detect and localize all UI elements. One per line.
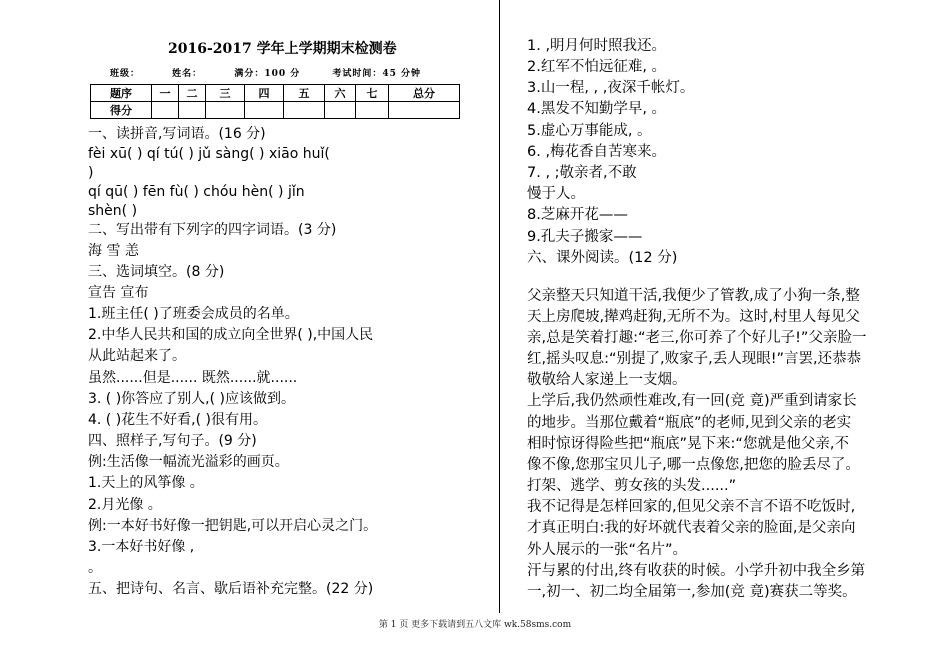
score-header-cell: 二 [179, 85, 206, 102]
question-line: 一,初一、初二均全届第一,参加(竞 竟)赛获二等奖。 [527, 584, 857, 600]
question-line: 2.中华人民共和国的成立向全世界( ),中国人民 [88, 327, 374, 343]
column-divider [499, 0, 500, 613]
question-line: 1.班主任( )了班委会成员的名单。 [88, 306, 299, 322]
question-line: 一、读拼音,写词语。(16 分) [88, 126, 266, 142]
exam-title: 2016-2017 学年上学期期末检测卷 [168, 41, 397, 57]
score-header-cell: 六 [325, 85, 356, 102]
score-cell[interactable] [325, 102, 356, 119]
class-label: 班级： [110, 69, 141, 79]
question-line: 相时惊讶得险些把“瓶底”晃下来:“您就是他父亲,不 [527, 436, 850, 452]
question-line: 2.红军不怕远征难, 。 [527, 59, 667, 75]
question-line: 7. , ;敬亲者,不敢 [527, 165, 637, 181]
score-cell[interactable] [152, 102, 179, 119]
name-label: 姓名： [172, 69, 203, 79]
question-line: 我不记得是怎样回家的,但见父亲不言不语不吃饭时, [527, 499, 856, 515]
question-line: ) [88, 165, 94, 181]
question-line: 才真正明白:我的好坏就代表着父亲的脸面,是父亲向 [527, 520, 856, 536]
question-line: 4. ( )花生不好看,( )很有用。 [88, 412, 268, 428]
question-line: 8.芝麻开花—— [527, 207, 628, 223]
score-cell[interactable] [284, 102, 325, 119]
exam-info [110, 66, 449, 79]
full-score-label: 满分：100 分 [234, 69, 301, 79]
score-cell[interactable] [206, 102, 245, 119]
question-line: 9.孔夫子搬家—— [527, 229, 643, 245]
page-footer: 第 1 页 更多下载请到五八文库 wk.58sms.com [378, 620, 572, 630]
score-header-cell: 题序 [91, 85, 152, 102]
question-line: 3.一本好书好像 , [88, 539, 195, 555]
question-line: 红,摇头叹息:“别提了,败家子,丢人现眼!”言罢,还恭恭 [527, 351, 862, 367]
question-line: 2.月光像 。 [88, 497, 162, 513]
score-header-cell: 一 [152, 85, 179, 102]
score-header-cell: 四 [245, 85, 284, 102]
score-cell[interactable] [389, 102, 460, 119]
question-line: 四、照样子,写句子。(9 分) [88, 433, 257, 449]
question-line: 打架、逃学、剪女孩的头发......” [527, 478, 737, 494]
question-line: 六、课外阅读。(12 分) [527, 250, 678, 266]
question-line: 4.黑发不知勤学早, 。 [527, 101, 667, 117]
question-line: 虽然......但是...... 既然......就...... [88, 370, 298, 386]
score-header-cell: 七 [356, 85, 389, 102]
question-line: 父亲整天只知道干活,我便少了管教,成了小狗一条,整 [527, 288, 860, 304]
question-line: 上学后,我仍然顽性难改,有一回(竞 竟)严重到请家长 [527, 393, 857, 409]
score-cell[interactable] [179, 102, 206, 119]
question-line: 亲,总是笑着打趣:“老三,你可养了个好儿子!”父亲脸一 [527, 330, 867, 346]
question-line: 像不像,您那宝贝儿子,哪一点像您,把您的脸丢尽了。 [527, 457, 860, 473]
question-line: shèn( ) [88, 203, 138, 219]
question-line: 3.山一程, , ,夜深千帐灯。 [527, 80, 695, 96]
score-table [90, 84, 460, 119]
question-line: 二、写出带有下列字的四字词语。(3 分) [88, 222, 337, 238]
question-line: qí qū( ) fēn fù( ) chóu hèn( ) jǐn [88, 184, 305, 200]
question-line: 1.天上的风筝像 。 [88, 475, 204, 491]
question-line: fèi xū( ) qí tú( ) jǔ sàng( ) xiāo huǐ( [88, 146, 330, 162]
question-line: 例:生活像一幅流光溢彩的画页。 [88, 454, 289, 470]
question-line: 敬敬给人家递上一支烟。 [527, 372, 687, 388]
question-line: 5.虚心万事能成, 。 [527, 123, 652, 139]
question-line: 慢于人。 [527, 186, 585, 202]
question-line: 例:一本好书好像一把钥匙,可以开启心灵之门。 [88, 518, 378, 534]
exam-time-label: 考试时间：45 分钟 [332, 69, 422, 79]
question-line: 汗与累的付出,终有收获的时候。小学升初中我全乡第 [527, 563, 866, 579]
question-line: 3. ( )你答应了别人,( )应该做到。 [88, 391, 296, 407]
score-header-cell: 总分 [389, 85, 460, 102]
score-header-cell: 三 [206, 85, 245, 102]
question-line: 宣告 宣布 [88, 285, 149, 301]
score-cell[interactable] [356, 102, 389, 119]
question-line: 外人展示的一张“名片”。 [527, 542, 688, 558]
question-line: 海 雪 恙 [88, 243, 139, 259]
question-line: 6. ,梅花香自苦寒来。 [527, 144, 667, 160]
score-cell[interactable] [245, 102, 284, 119]
question-line: 1. ,明月何时照我还。 [527, 38, 667, 54]
question-line: 从此站起来了。 [88, 348, 186, 364]
question-line: 天上房爬坡,撵鸡赶狗,无所不为。这时,村里人每见父 [527, 309, 860, 325]
question-line: 三、选词填空。(8 分) [88, 264, 225, 280]
score-header-cell: 五 [284, 85, 325, 102]
question-line: 的地步。当那位戴着“瓶底”的老师,见到父亲的老实 [527, 415, 852, 431]
question-line: 。 [88, 560, 102, 576]
question-line: 五、把诗句、名言、歇后语补充完整。(22 分) [88, 581, 374, 597]
score-row-label: 得分 [91, 102, 152, 119]
